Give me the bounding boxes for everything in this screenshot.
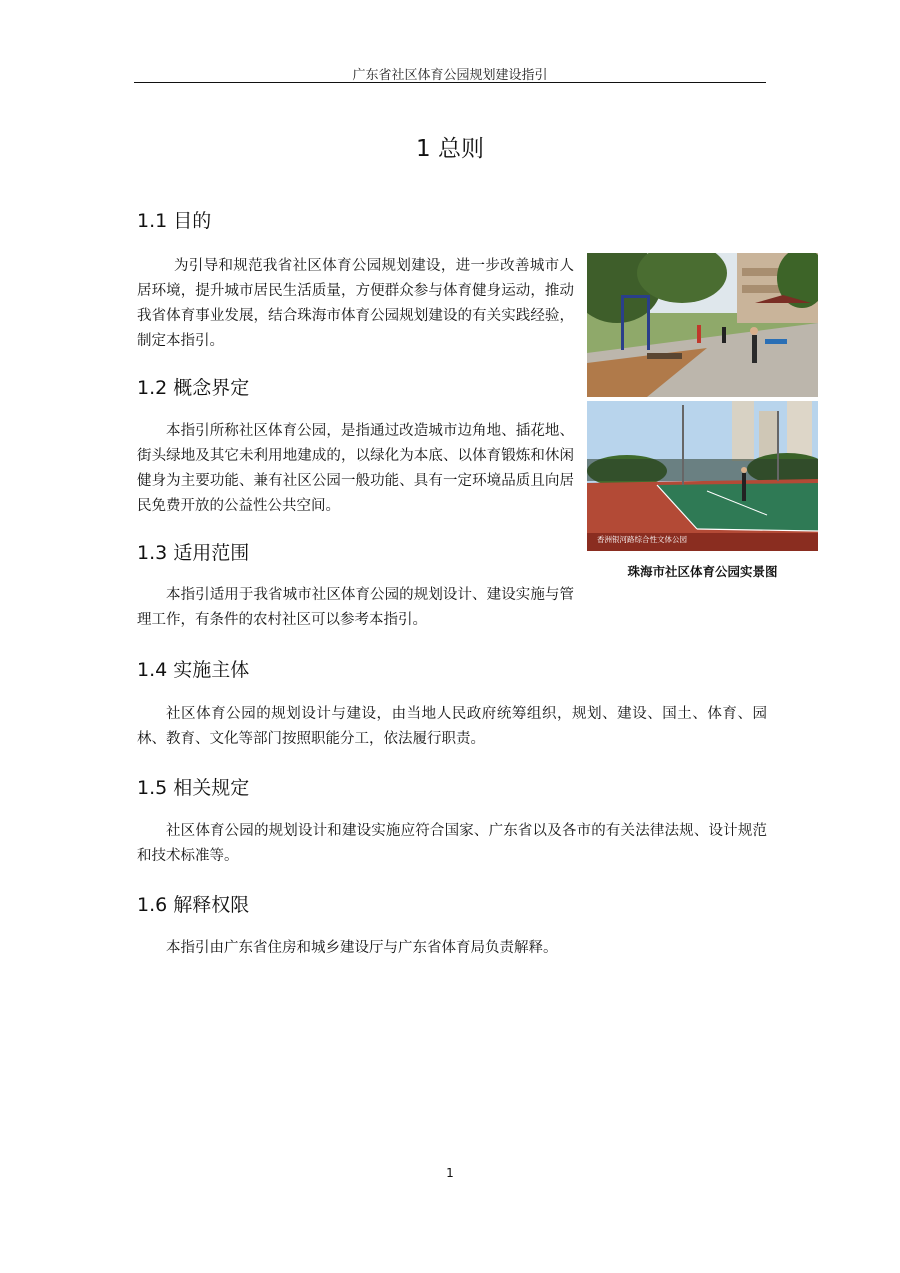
section-body-1-4: 社区体育公园的规划设计与建设，由当地人民政府统筹组织，规划、建设、国土、体育、园林、教育、文化等部门按照职能分工，依法履行职责。 xyxy=(137,706,767,747)
header-divider xyxy=(134,82,766,83)
section-heading-1-1: 1.1 目的 xyxy=(137,210,212,232)
section-heading-1-4: 1.4 实施主体 xyxy=(137,659,250,681)
figure-caption: 珠海市社区体育公园实景图 xyxy=(627,564,778,579)
section-heading-1-6: 1.6 解释权限 xyxy=(137,894,250,916)
photo-overlay-label: 香洲银河路综合性文体公园 xyxy=(597,535,687,544)
park-photo-fitness xyxy=(587,253,818,397)
page-number: 1 xyxy=(446,1166,454,1180)
running-header: 广东省社区体育公园规划建设指引 xyxy=(352,68,548,83)
section-body-1-6: 本指引由广东省住房和城乡建设厅与广东省体育局负责解释。 xyxy=(166,940,558,956)
section-body-1-2: 本指引所称社区体育公园，是指通过改造城市边角地、插花地、街头绿地及其它未利用地建成的，以绿化为本底、以体育锻炼和休闲健身为主要功能、兼有社区公园一般功能、具有一定环境品质且向居民免费开放的公益性公共空间。 xyxy=(137,423,574,514)
section-heading-1-5: 1.5 相关规定 xyxy=(137,777,250,799)
section-body-1-1: 为引导和规范我省社区体育公园规划建设，进一步改善城市人居环境，提升城市居民生活质量，方便群众参与体育健身运动，推动我省体育事业发展，结合珠海市体育公园规划建设的有关实践经验，制定本指引。 xyxy=(137,258,574,349)
section-heading-1-3: 1.3 适用范围 xyxy=(137,542,250,564)
park-photo-tennis-court xyxy=(587,401,818,551)
page-title: 1 总则 xyxy=(416,136,484,162)
section-body-1-5: 社区体育公园的规划设计和建设实施应符合国家、广东省以及各市的有关法律法规、设计规范和技术标准等。 xyxy=(137,823,767,864)
section-heading-1-2: 1.2 概念界定 xyxy=(137,377,250,399)
section-body-1-3: 本指引适用于我省城市社区体育公园的规划设计、建设实施与管理工作，有条件的农村社区可以参考本指引。 xyxy=(137,587,574,628)
